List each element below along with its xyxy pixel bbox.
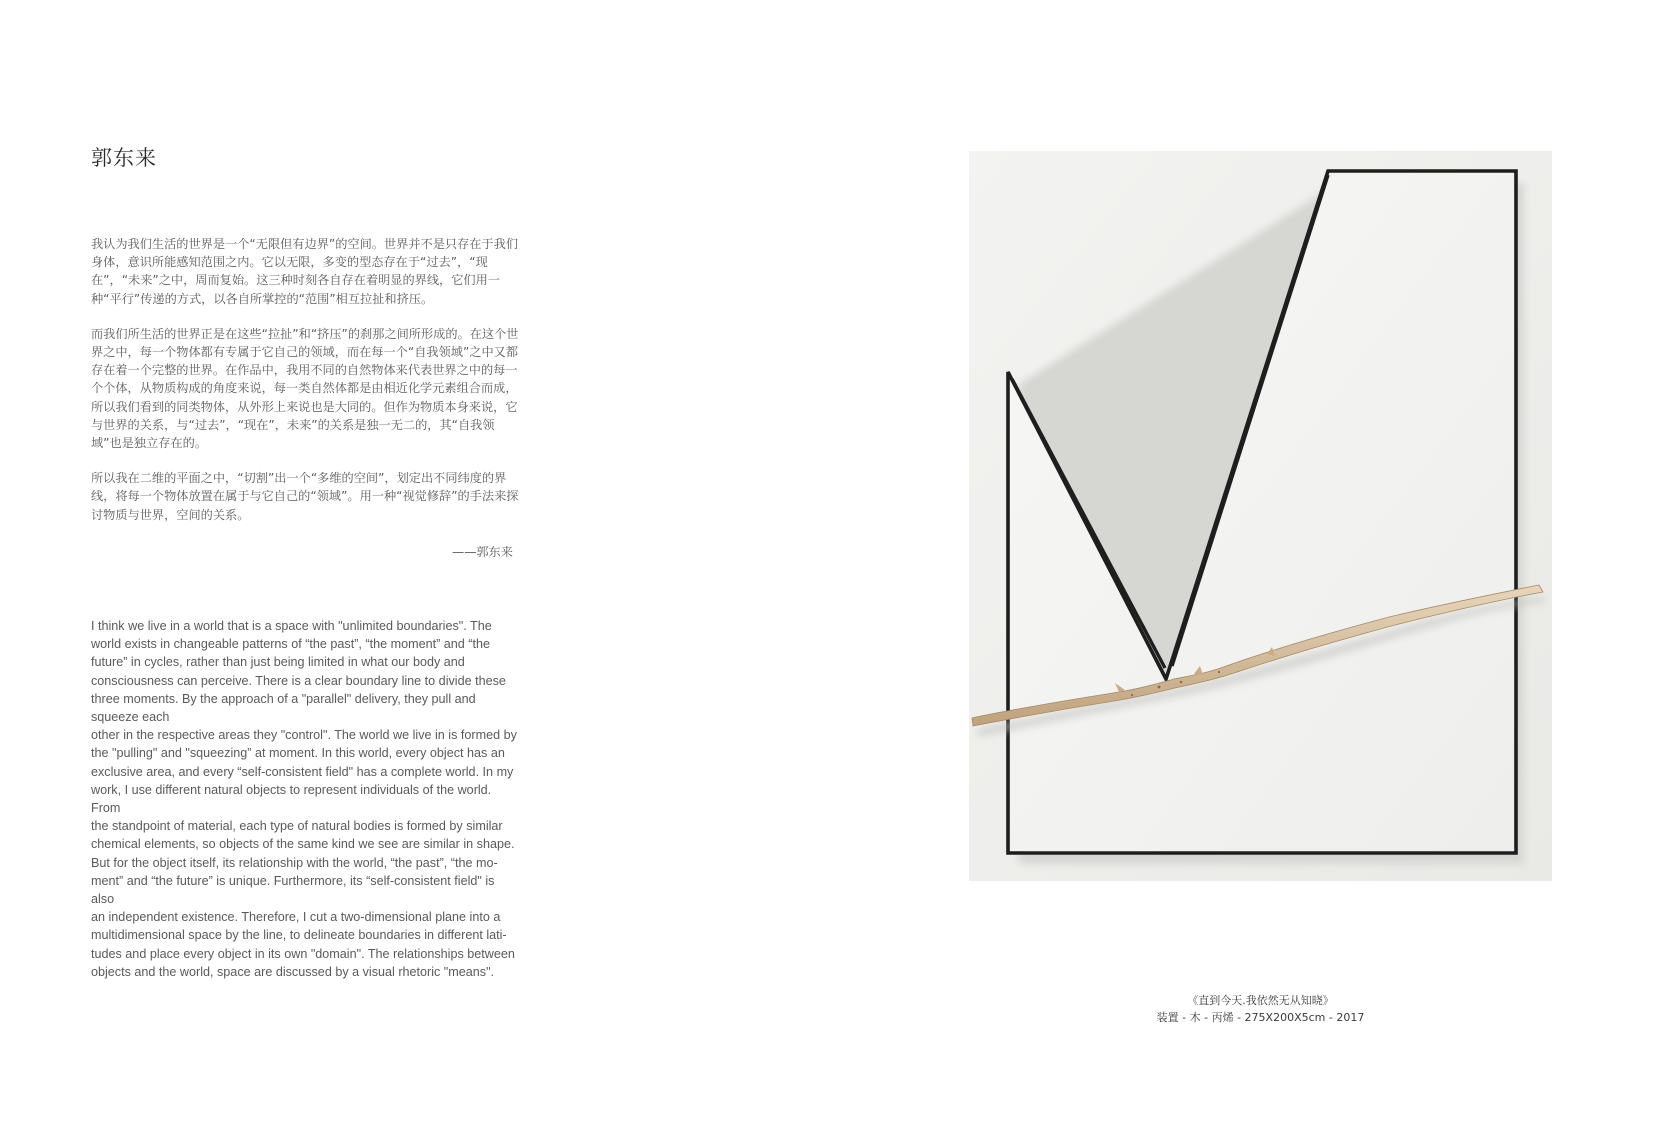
branch-mark bbox=[1180, 681, 1182, 683]
artwork-details: 装置 - 木 - 丙烯 - 275X200X5cm - 2017 bbox=[1156, 1011, 1365, 1024]
artwork-caption bbox=[969, 992, 1552, 1026]
chinese-paragraph-3: 所以我在二维的平面之中，“切割”出一个“多维的空间”，划定出不同纬度的界线，将每一个物体放置在属于与它自己的“领域”。用一种“视觉修辞”的手法来探讨物质与世界，空间的关系。 bbox=[91, 471, 519, 522]
english-line: three moments. By the approach of a "parallel" delivery, they pull and bbox=[91, 691, 476, 706]
english-line: ment” and “the future” is unique. Furthermore, its “self-consistent field" is bbox=[91, 873, 495, 888]
english-line: world exists in changeable patterns of “the past”, “the moment” and “the bbox=[91, 637, 491, 652]
author-signature: ——郭东来 bbox=[452, 545, 513, 559]
english-line: I think we live in a world that is a space with "unlimited boundaries". The bbox=[91, 619, 492, 633]
english-line: consciousness can perceive. There is a clear boundary line to divide these bbox=[91, 673, 506, 688]
english-line: also bbox=[91, 892, 115, 907]
branch-mark bbox=[1158, 686, 1161, 689]
english-line: multidimensional space by the line, to delineate boundaries in different lati- bbox=[91, 928, 507, 943]
english-line: the standpoint of material, each type of natural bodies is formed by similar bbox=[91, 819, 503, 834]
chinese-statement bbox=[91, 235, 525, 541]
artwork-photo bbox=[969, 151, 1552, 881]
branch-mark bbox=[1218, 671, 1220, 673]
english-line: the "pulling" and "squeezing” at moment. In this world, every object has an bbox=[91, 746, 505, 761]
english-line: But for the object itself, its relationship with the world, “the past”, “the mo- bbox=[91, 855, 498, 870]
english-line: other in the respective areas they "control". The world we live in is formed by bbox=[91, 728, 517, 743]
english-statement bbox=[91, 617, 523, 981]
page-title: 郭东来 bbox=[91, 146, 157, 170]
branch-mark bbox=[1131, 694, 1133, 696]
english-line: squeeze each bbox=[91, 710, 170, 725]
artwork-illustration bbox=[969, 151, 1552, 881]
chinese-paragraph-1: 我认为我们生活的世界是一个“无限但有边界”的空间。世界并不是只存在于我们身体，意识所能感知范围之内。它以无限，多变的型态存在于“过去”，“现在”，“未来”之中，周而复始。这三种时刻各自存在着明显的界线，它们用一种“平行”传递的方式，以各自所掌控的“范围”相互拉扯和挤压。 bbox=[91, 237, 519, 306]
english-line: an independent existence. Therefore, I cut a two-dimensional plane into a bbox=[91, 910, 501, 925]
english-line: tudes and place every object in its own "domain". The relationships between bbox=[91, 946, 515, 961]
artwork-title: 《直到今天.我依然无从知晓》 bbox=[1187, 994, 1334, 1007]
english-line: objects and the world, space are discussed by a visual rhetoric "means". bbox=[91, 964, 495, 979]
english-line: future” in cycles, rather than just being limited in what our body and bbox=[91, 655, 465, 670]
english-line: exclusive area, and every “self-consistent field" has a complete world. In my bbox=[91, 764, 514, 779]
chinese-paragraph-2: 而我们所生活的世界正是在这些“拉扯”和“挤压”的刹那之间所形成的。在这个世界之中，每一个物体都有专属于它自己的领域，而在每一个“自我领域”之中又都存在着一个完整的世界。在作品中，我用不同的自然物体来代表世界之中的每一个个体，从物质构成的角度来说，每一类自然体都是由相近化学元素组合而成，所以我们看到的同类物体，从外形上来说也是大同的。但作为物质本身来说，它与世界的关系，与“过去”，“现在”，未来”的关系是独一无二的，其“自我领域”也是独立存在的。 bbox=[91, 326, 519, 451]
english-line: work, I use different natural objects to represent individuals of the world. From bbox=[91, 782, 492, 816]
english-line: chemical elements, so objects of the same kind we see are similar in shape. bbox=[91, 837, 515, 852]
